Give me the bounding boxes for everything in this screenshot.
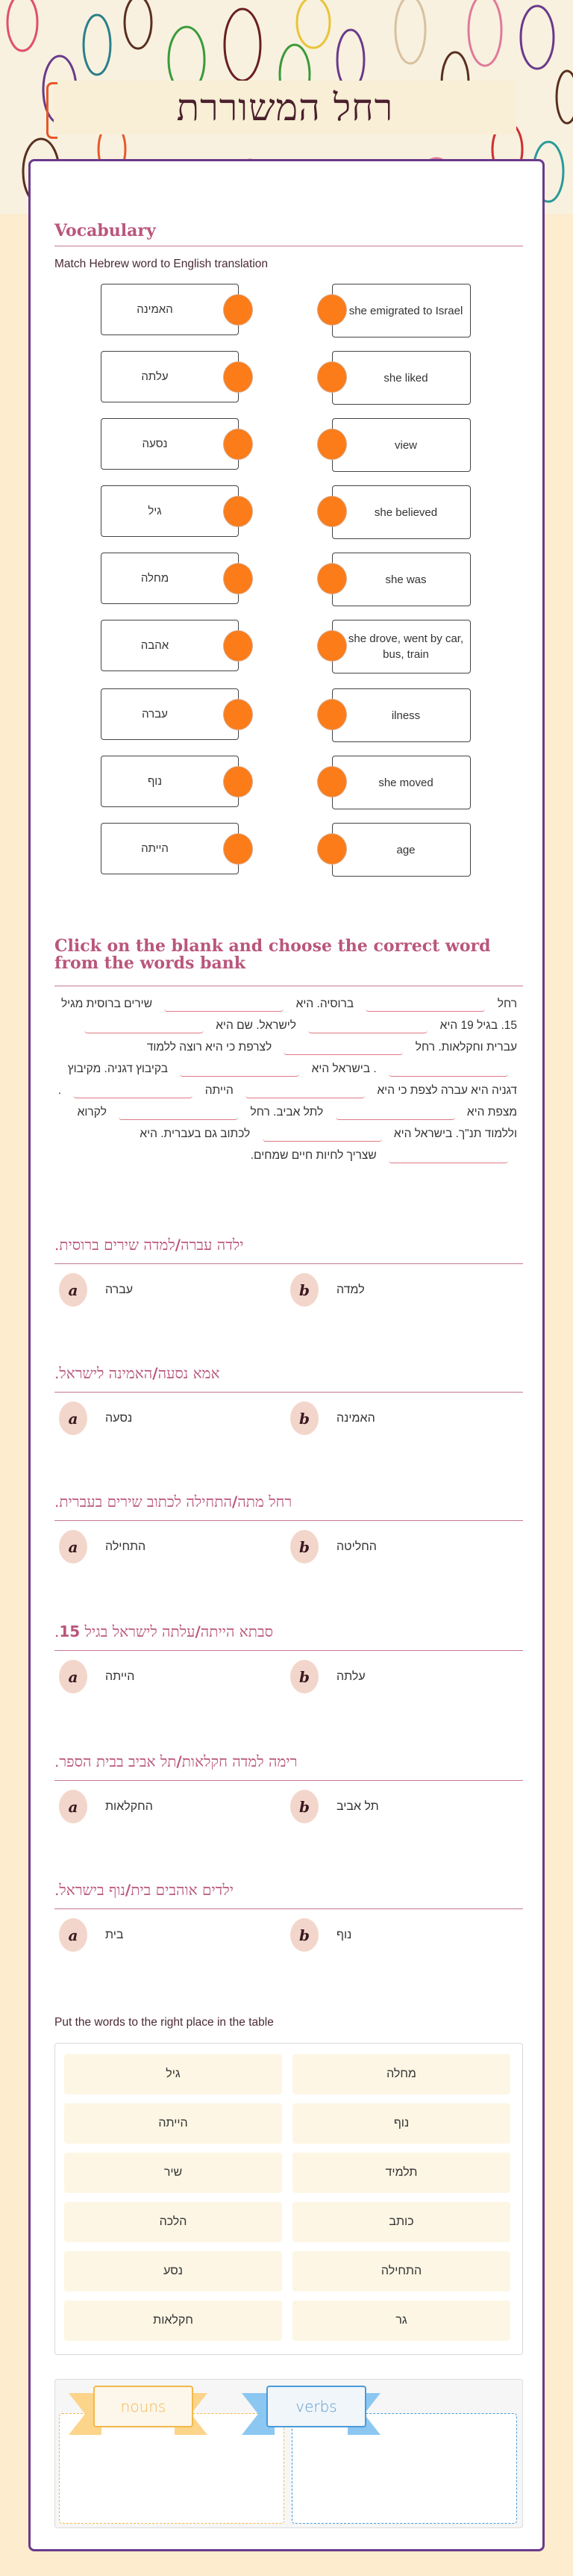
option-b-badge: b [290, 1918, 319, 1952]
question-part: תל אביב בבית הספר. [54, 1752, 177, 1770]
hebrew-word: אהבה [140, 639, 169, 652]
question-part: אמא נסעה [157, 1364, 220, 1382]
question-part: רימה למדה חקלאות [181, 1752, 298, 1770]
english-translation: view [394, 438, 417, 452]
connector-dot-left[interactable] [223, 361, 253, 393]
connector-dot-right[interactable] [317, 766, 347, 797]
question-text [54, 1359, 523, 1387]
fill-in-heading: Click on the blank and choose the correct word from the words bank [54, 936, 491, 974]
option-a[interactable] [59, 1401, 132, 1435]
question-part: עלתה לישראל בגיל [80, 1623, 195, 1640]
english-translation-box[interactable] [332, 823, 471, 877]
word-bank-item[interactable]: נוף [292, 2103, 510, 2144]
word-bank-item[interactable]: שיר [64, 2153, 282, 2193]
blank-7[interactable] [180, 1063, 299, 1077]
hebrew-word: עלתה [141, 370, 169, 383]
option-b-badge: b [290, 1273, 319, 1307]
match-row [31, 756, 547, 809]
blank-2[interactable] [164, 998, 284, 1012]
match-row [31, 823, 547, 877]
option-a-label: החקלאות [105, 1799, 153, 1813]
question-tail: . [54, 1623, 60, 1640]
question-part: סבתא הייתה [200, 1623, 274, 1640]
text-segment: . בישראל היא [311, 1063, 377, 1075]
blank-12[interactable] [263, 1128, 382, 1142]
hebrew-word-box[interactable] [101, 823, 239, 874]
blank-1[interactable] [366, 998, 485, 1012]
hebrew-word-box[interactable] [101, 418, 239, 470]
word-bank-item[interactable]: גיל [64, 2054, 282, 2094]
divider [54, 1263, 523, 1264]
option-a[interactable] [59, 1790, 153, 1823]
question-slash: / [195, 1623, 201, 1640]
worksheet-card [28, 159, 545, 2551]
english-translation: she drove, went by car, bus, train [348, 632, 464, 661]
match-row [31, 553, 547, 606]
match-row [31, 284, 547, 337]
divider [54, 1650, 523, 1651]
option-b-badge: b [290, 1401, 319, 1435]
text-segment: לקרוא וללמוד תנ"ך. בישראל היא [77, 1106, 517, 1140]
hebrew-word: מחלה [140, 572, 169, 585]
blank-13[interactable] [389, 1150, 508, 1163]
match-row [31, 418, 547, 472]
hebrew-word: גיל [148, 505, 162, 517]
option-b-label: נוף [336, 1928, 352, 1941]
word-bank-item[interactable]: כותב [292, 2202, 510, 2242]
option-b[interactable] [290, 1660, 366, 1693]
text-segment: עברית וחקלאות. רחל [415, 1041, 517, 1054]
connector-dot-right[interactable] [317, 361, 347, 393]
divider [54, 1392, 523, 1393]
question-text [54, 1617, 523, 1646]
connector-dot-left[interactable] [223, 699, 253, 730]
connector-dot-right[interactable] [317, 833, 347, 865]
hebrew-word-box[interactable] [101, 284, 239, 335]
option-b-label: עלתה [336, 1670, 366, 1683]
question-part: ילדים אוהבים בית [131, 1881, 234, 1899]
blank-3[interactable] [308, 1020, 428, 1033]
option-a-badge: a [59, 1530, 87, 1564]
connector-dot-right[interactable] [317, 630, 347, 662]
question-part: ילדה עברה [181, 1236, 244, 1254]
word-bank-item[interactable]: הייתה [64, 2103, 282, 2144]
word-bank-instruction: Put the words to the right place in the table [54, 2016, 274, 2029]
multiple-choice-question [54, 1487, 523, 1575]
match-row [31, 485, 547, 539]
text-segment: בקיבוץ דגניה. מקיבוץ דגניה היא עברה לצפת כי היא [67, 1063, 517, 1097]
multiple-choice-question [54, 1359, 523, 1446]
question-part: האמינה לישראל. [54, 1364, 153, 1382]
multiple-choice-question [54, 1747, 523, 1835]
word-bank-item[interactable]: נסע [64, 2251, 282, 2292]
blank-10[interactable] [336, 1107, 455, 1120]
text-segment: רחל [497, 998, 517, 1010]
option-b[interactable] [290, 1530, 377, 1564]
english-translation: she emigrated to Israel [348, 304, 463, 317]
option-b-badge: b [290, 1790, 319, 1823]
option-a[interactable] [59, 1660, 134, 1693]
multiple-choice-question [54, 1876, 523, 1963]
question-part: רחל מתה [237, 1493, 292, 1511]
connector-dot-left[interactable] [223, 563, 253, 594]
option-b-label: תל אביב [336, 1799, 379, 1813]
option-b[interactable] [290, 1790, 379, 1823]
match-row [31, 688, 547, 742]
word-bank-item[interactable]: התחילה [292, 2251, 510, 2292]
question-part: התחילה לכתוב שירים בעברית. [54, 1493, 232, 1511]
text-segment: לתל [303, 1106, 324, 1119]
option-a-label: נסעה [105, 1411, 133, 1425]
option-a-badge: a [59, 1660, 87, 1693]
option-a-label: התחילה [105, 1540, 146, 1553]
option-b-label: למדה [336, 1283, 365, 1296]
multiple-choice-question [54, 1231, 523, 1318]
divider [54, 1780, 523, 1781]
blank-9[interactable] [73, 1085, 192, 1098]
english-translation: ilness [391, 709, 421, 722]
text-segment: הייתה [204, 1084, 234, 1097]
option-b-label: האמינה [336, 1411, 375, 1425]
word-bank-item[interactable]: גר [292, 2300, 510, 2341]
question-text [54, 1876, 523, 1904]
word-bank-item[interactable]: תלמיד [292, 2153, 510, 2193]
option-b-label: החליטה [336, 1540, 377, 1553]
connector-dot-right[interactable] [317, 294, 347, 326]
hebrew-word: נוף [147, 775, 163, 788]
text-segment: שצריך לחיות חיים שמחים. [250, 1149, 377, 1162]
english-translation: she believed [374, 505, 438, 519]
hebrew-word: עברה [142, 708, 168, 721]
option-b-badge: b [290, 1530, 319, 1564]
category-table [54, 2379, 523, 2528]
connector-dot-right[interactable] [317, 496, 347, 527]
text-segment: שירים [124, 998, 153, 1010]
hebrew-word: האמינה [137, 303, 173, 316]
hebrew-word-box[interactable] [101, 620, 239, 671]
blank-11[interactable] [119, 1107, 238, 1120]
text-segment: אביב. רחל [250, 1106, 301, 1119]
option-a-label: עברה [105, 1283, 134, 1296]
connector-dot-left[interactable] [223, 294, 253, 326]
option-b[interactable] [290, 1401, 375, 1435]
question-part: נוף בישראל. [54, 1881, 125, 1899]
text-segment: לישראל. שם היא [216, 1019, 296, 1032]
english-translation-box[interactable] [332, 553, 471, 606]
option-b-badge: b [290, 1660, 319, 1693]
english-translation-box[interactable] [332, 485, 471, 539]
blank-5[interactable] [284, 1042, 403, 1055]
nouns-label: nouns [93, 2386, 193, 2427]
english-translation-box[interactable] [332, 688, 471, 742]
connector-dot-left[interactable] [223, 429, 253, 460]
hebrew-word: נסעה [142, 438, 168, 450]
question-slash: / [175, 1236, 181, 1254]
match-row [31, 620, 547, 673]
connector-dot-left[interactable] [223, 766, 253, 797]
option-a[interactable] [59, 1918, 123, 1952]
option-a[interactable] [59, 1530, 145, 1564]
option-a-badge: a [59, 1401, 87, 1435]
blank-6[interactable] [389, 1063, 508, 1077]
text-segment: ברוסית מגיל 15. בגיל 19 היא [60, 998, 517, 1032]
english-translation-box[interactable] [332, 756, 471, 809]
fill-in-paragraph [54, 993, 517, 1166]
option-b[interactable] [290, 1918, 351, 1952]
word-bank-item[interactable]: חקלאות [64, 2300, 282, 2341]
verbs-drop-zone[interactable] [292, 2413, 517, 2524]
question-slash: / [231, 1493, 238, 1511]
option-a[interactable] [59, 1273, 133, 1307]
hebrew-word-box[interactable] [101, 553, 239, 604]
question-slash: / [176, 1752, 182, 1770]
question-slash: / [125, 1881, 131, 1899]
english-translation: age [396, 843, 416, 856]
connector-dot-left[interactable] [223, 496, 253, 527]
word-bank [54, 2043, 523, 2355]
divider [54, 1908, 523, 1909]
option-a-label: בית [105, 1928, 124, 1941]
question-text [54, 1487, 523, 1516]
page-title: רחל המשוררת [176, 86, 394, 129]
question-text [54, 1231, 523, 1259]
english-translation-box[interactable] [332, 351, 471, 405]
divider [54, 1520, 523, 1521]
text-segment: ברוסיה. היא [295, 998, 354, 1010]
english-translation-box[interactable] [332, 284, 471, 337]
option-a-badge: a [59, 1273, 87, 1307]
option-b[interactable] [290, 1273, 365, 1307]
match-row [31, 351, 547, 405]
question-part: למדה שירים ברוסית. [54, 1236, 175, 1254]
blank-4[interactable] [84, 1020, 204, 1033]
connector-dot-right[interactable] [317, 563, 347, 594]
word-bank-item[interactable]: הלכה [64, 2202, 282, 2242]
hebrew-word-box[interactable] [101, 756, 239, 807]
question-number: 15 [59, 1623, 81, 1640]
english-translation: she was [385, 573, 427, 586]
hebrew-word-box[interactable] [101, 485, 239, 537]
hebrew-word: הייתה [141, 842, 169, 855]
english-translation: she liked [383, 371, 428, 385]
text-segment: לכתוב גם בעברית. היא [140, 1127, 251, 1140]
option-a-badge: a [59, 1790, 87, 1823]
hebrew-word-box[interactable] [101, 351, 239, 402]
vocabulary-heading: Vocabulary [54, 221, 156, 240]
option-a-label: הייתה [105, 1670, 135, 1683]
multiple-choice-question [54, 1617, 523, 1705]
title-banner [54, 81, 516, 134]
hebrew-word-box[interactable] [101, 688, 239, 740]
connector-dot-right[interactable] [317, 429, 347, 460]
blank-8[interactable] [245, 1085, 365, 1098]
english-translation-box[interactable] [332, 620, 471, 673]
word-bank-item[interactable]: מחלה [292, 2054, 510, 2094]
connector-dot-right[interactable] [317, 699, 347, 730]
question-slash: / [152, 1364, 158, 1382]
vocabulary-instruction: Match Hebrew word to English translation [54, 258, 269, 270]
english-translation-box[interactable] [332, 418, 471, 472]
english-translation: she moved [378, 776, 433, 789]
text-segment: . מצפת היא [57, 1084, 517, 1119]
text-segment: לצרפת כי היא רוצה ללמוד [146, 1041, 272, 1054]
option-a-badge: a [59, 1918, 87, 1952]
verbs-label: verbs [266, 2386, 366, 2427]
connector-dot-left[interactable] [223, 630, 253, 662]
connector-dot-left[interactable] [223, 833, 253, 865]
question-text [54, 1747, 523, 1776]
